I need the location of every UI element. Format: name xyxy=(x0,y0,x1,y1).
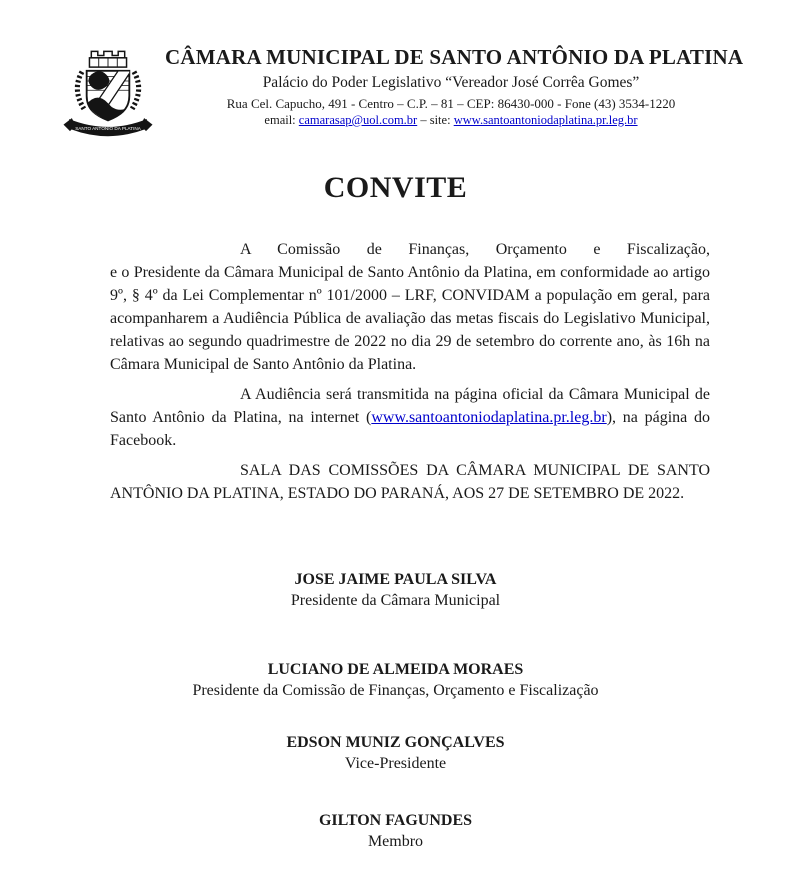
contact-line xyxy=(165,113,737,129)
letterhead-text xyxy=(165,44,744,129)
paragraph-3: SALA DAS COMISSÕES DA CÂMARA MUNICIPAL DE SANTO ANTÔNIO DA PLATINA, ESTADO DO PARANÁ, AOS 27 DE SETEMBRO DE 2022. xyxy=(110,461,710,502)
paragraph-2-text-before: A Audiência será transmitida na página oficial da Câmara Municipal de Santo Antônio da Platina, na internet ( xyxy=(110,385,710,426)
ribbon-text: SANTO ANTÔNIO DA PLATINA xyxy=(75,126,141,132)
signatory-name: JOSE JAIME PAULA SILVA xyxy=(294,570,497,588)
signatory-role: Membro xyxy=(367,832,424,850)
letterhead xyxy=(0,0,791,132)
email-label: email: xyxy=(264,112,299,127)
paragraph-1-body: e o Presidente da Câmara Municipal de Santo Antônio da Platina, em conformidade ao artigo 9º, § 4º da Lei Complementar nº 101/2000 – LRF, CONVIDAM a população em geral, para acompanharem a Audiência Pública de avaliação das metas fiscais do Legislativo Municipal, relativas ao segundo quadrimestre de 2022 no dia 29 de setembro do corrente ano, às 16h na Câmara Municipal de Santo Antônio da Platina. xyxy=(110,263,710,373)
paragraph-2 xyxy=(110,383,710,452)
palace-name: Palácio do Poder Legislativo “Vereador José Corrêa Gomes” xyxy=(262,74,640,92)
municipal-coat-of-arms-logo xyxy=(57,44,159,144)
site-link[interactable]: www.santoantoniodaplatina.pr.leg.br xyxy=(453,112,638,127)
signatory-name: GILTON FAGUNDES xyxy=(318,811,473,829)
address-line: Rua Cel. Capucho, 491 - Centro – C.P. – 81 – CEP: 86430-000 - Fone (43) 3534-1220 xyxy=(226,95,676,111)
signatory-role: Presidente da Câmara Municipal xyxy=(290,591,501,609)
site-link-inline[interactable]: www.santoantoniodaplatina.pr.leg.br xyxy=(371,408,607,426)
document-title: CONVITE xyxy=(323,170,468,204)
signatory-role: Vice-Presidente xyxy=(344,754,447,772)
signature-block-president xyxy=(0,569,791,611)
paragraph-1-lead-line: A Comissão de Finanças, Orçamento e Fiscalização, xyxy=(240,240,710,258)
email-link[interactable]: camarasap@uol.com.br xyxy=(298,112,418,127)
institution-name: CÂMARA MUNICIPAL DE SANTO ANTÔNIO DA PLATINA xyxy=(165,45,744,69)
signatory-role: Presidente da Comissão de Finanças, Orçamento e Fiscalização xyxy=(192,681,599,699)
signature-block-vice-president xyxy=(0,732,791,774)
paragraph-2-text-after: ), na página do Facebook. xyxy=(110,408,711,449)
signature-block-commission-president xyxy=(0,659,791,701)
signatory-name: LUCIANO DE ALMEIDA MORAES xyxy=(267,660,524,678)
signature-block-member xyxy=(0,810,791,852)
document-body xyxy=(0,238,791,505)
site-label: – site: xyxy=(417,112,454,127)
signatory-name: EDSON MUNIZ GONÇALVES xyxy=(286,733,505,751)
paragraph-1 xyxy=(110,238,710,376)
crown-icon xyxy=(89,51,126,67)
